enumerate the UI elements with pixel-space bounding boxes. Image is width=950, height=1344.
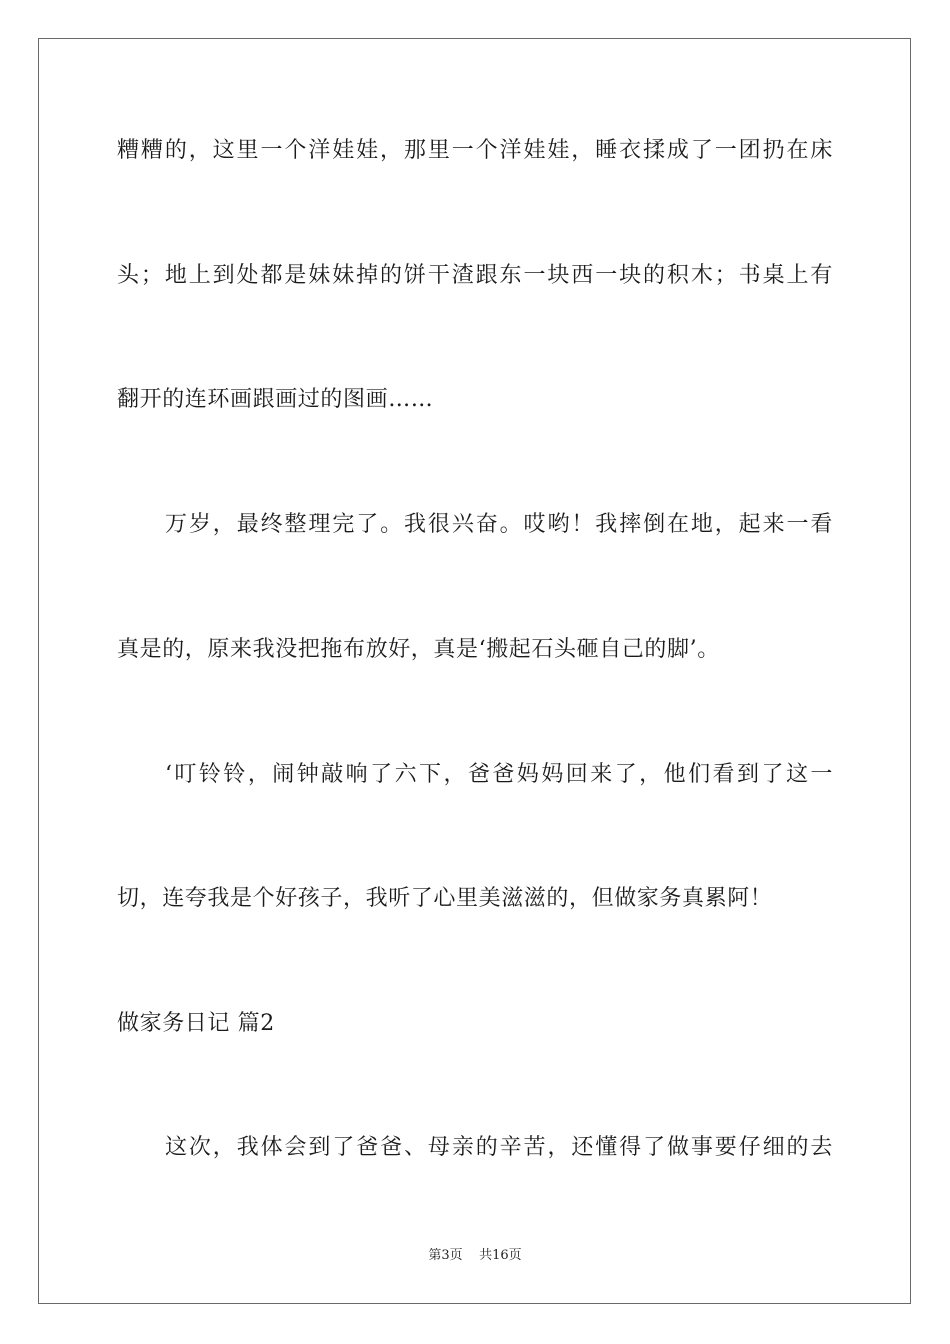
page-total: 共16页 bbox=[479, 1248, 522, 1263]
text-line-7: 切，连夸我是个好孩子，我听了心里美滋滋的，但做家务真累阿！ bbox=[117, 886, 773, 911]
page-footer bbox=[0, 1247, 950, 1265]
page-number: 第3页 bbox=[428, 1248, 463, 1263]
text-line-6: ‘叮铃铃，闹钟敲响了六下，爸爸妈妈回来了，他们看到了这一 bbox=[165, 762, 833, 787]
section-heading: 做家务日记 篇2 bbox=[117, 1011, 275, 1036]
text-line-1: 糟糟的，这里一个洋娃娃，那里一个洋娃娃，睡衣揉成了一团扔在床 bbox=[117, 138, 833, 163]
text-line-4: 万岁，最终整理完了。我很兴奋。哎哟！我摔倒在地，起来一看 bbox=[165, 512, 833, 537]
text-line-2: 头；地上到处都是妹妹掉的饼干渣跟东一块西一块的积木；书桌上有 bbox=[117, 263, 833, 288]
page-border bbox=[38, 38, 911, 1304]
text-line-3: 翻开的连环画跟画过的图画…… bbox=[117, 387, 434, 412]
text-line-9: 这次，我体会到了爸爸、母亲的辛苦，还懂得了做事要仔细的去 bbox=[165, 1135, 833, 1160]
text-line-5: 真是的，原来我没把拖布放好，真是‘搬起石头砸自己的脚’。 bbox=[117, 637, 720, 662]
